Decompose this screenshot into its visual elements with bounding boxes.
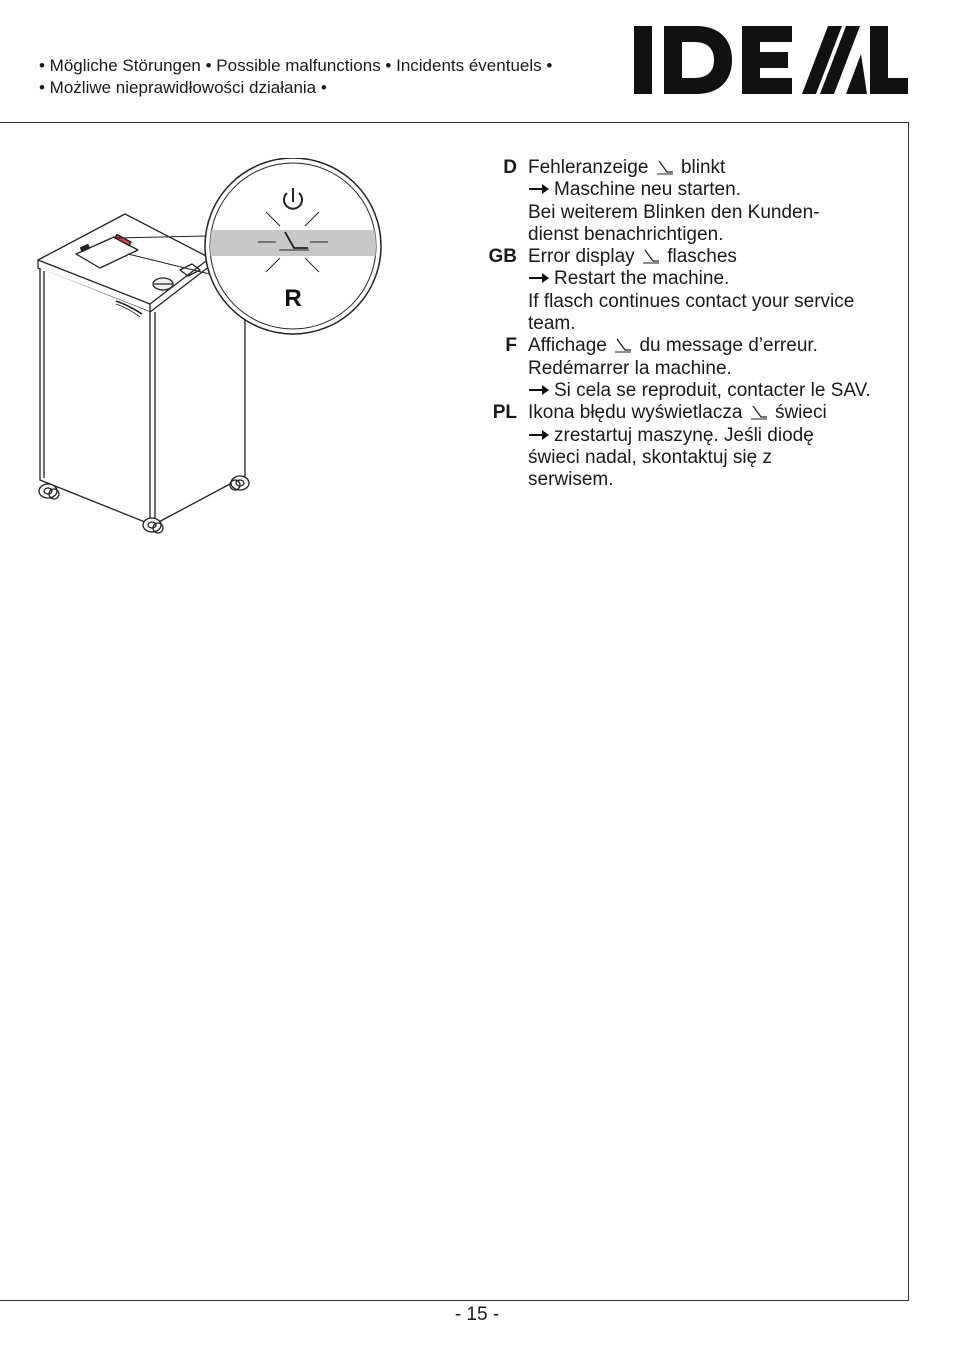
shredder-illustration — [30, 158, 390, 540]
frame-bottom-rule — [0, 1300, 909, 1301]
frame-right-rule — [908, 122, 909, 1300]
page-number: - 15 - — [454, 1304, 500, 1325]
language-code: GB — [488, 246, 517, 268]
frame-top-rule — [0, 122, 909, 123]
language-code: D — [503, 157, 517, 178]
error-icon — [642, 249, 660, 264]
ideal-logo — [632, 24, 908, 96]
error-icon — [614, 338, 632, 353]
reset-button-label: R — [284, 285, 302, 312]
language-code: PL — [492, 402, 517, 424]
arrow-right-icon — [528, 429, 550, 441]
error-icon — [656, 160, 674, 175]
section-gb: GB Error display flasches Restart the machine. If flasch continues contact your service team. — [470, 246, 900, 335]
arrow-right-icon — [528, 183, 550, 195]
error-icon — [750, 405, 768, 420]
header-title-line-1: • Mögliche Störungen • Possible malfunctions • Incidents éventuels • — [39, 56, 553, 75]
section-de: D Fehleranzeige blinkt Maschine neu starten. Bei weiterem Blinken den Kunden- dienst benachrichtigen. — [470, 157, 900, 246]
section-fr: F Affichage du message d’erreur. Redémarrer la machine. Si cela se reproduit, contacter le SAV. — [470, 335, 900, 402]
section-pl: PL Ikona błędu wyświetlacza świeci zrestartuj maszynę. Jeśli diodę świeci nadal, skontaktuj się z serwisem. — [470, 402, 900, 491]
arrow-right-icon — [528, 272, 550, 284]
header-title-line-2: • Możliwe nieprawidłowości działania • — [39, 78, 327, 97]
language-code: F — [505, 335, 517, 357]
arrow-right-icon — [528, 384, 550, 396]
instruction-list — [470, 157, 900, 491]
